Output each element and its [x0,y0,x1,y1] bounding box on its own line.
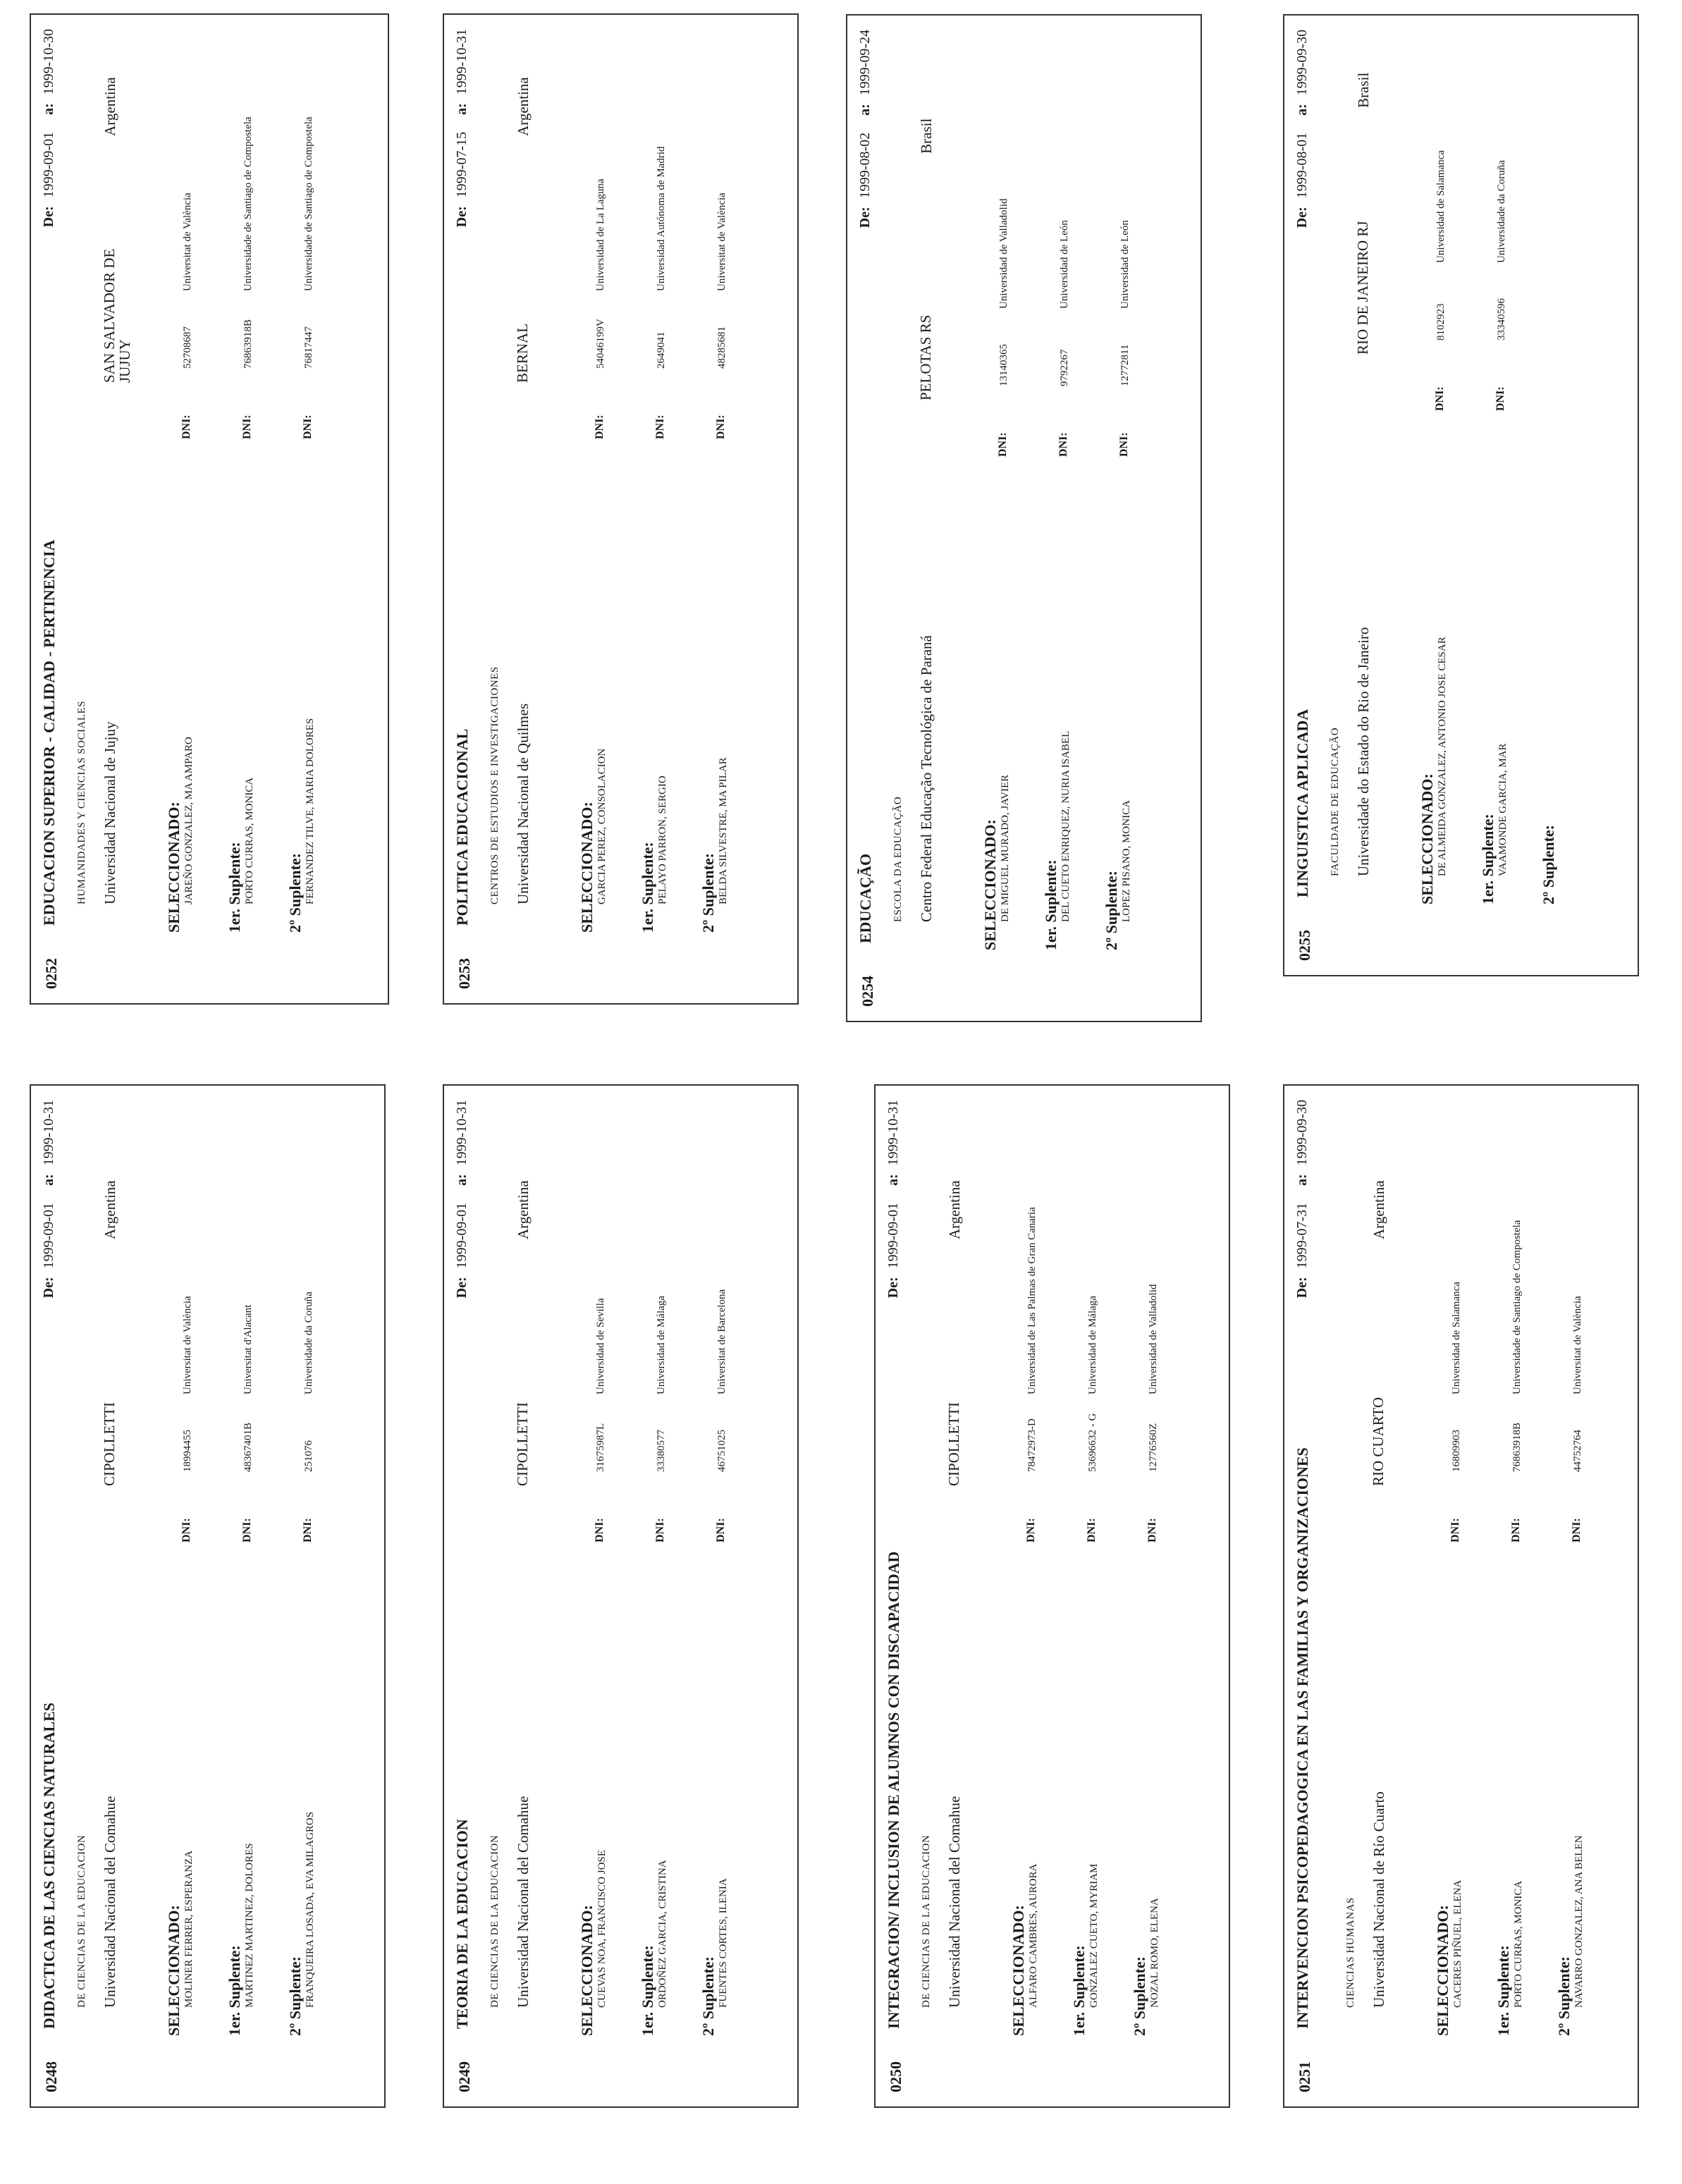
substitute1-name: PORTO CURRAS, MONICA [244,777,255,904]
section-label-substitute2: 2º Suplente: [1103,871,1120,950]
section-label-substitute2: 2º Suplente: [699,853,717,933]
city: SAN SALVADOR DE JUJUY [101,248,133,383]
date-range [454,1100,470,1315]
date-from-label: De: [454,1277,469,1299]
country: Argentina [1370,1180,1387,1239]
substitute2-dni: 48285681 [716,326,728,369]
country: Argentina [102,1180,118,1239]
substitute1-dni: 9792267 [1059,349,1070,386]
card-code: 0249 [455,2061,473,2092]
substitute1-university: Universidade de Santiago de Compostela [243,116,254,291]
date-from: 1999-07-31 [1294,1203,1310,1269]
substitute2-dni-label: DNI: [302,1518,314,1542]
section-label-substitute1: 1er. Suplente: [1494,1945,1512,2036]
selected-dni-label: DNI: [594,1518,606,1542]
substitute2-dni: 46751025 [716,1430,728,1472]
selected-dni: 52708687 [182,326,193,369]
substitute2-name: FRANQUEIRA LOSADA, EVA MILAGROS [305,1811,316,2008]
section-label-substitute2: 2º Suplente: [1555,1956,1573,2036]
substitute2-name: FERNANDEZ TILVE, MARIA DOLORES [305,718,316,904]
card-code: 0255 [1296,930,1313,961]
selected-dni-label: DNI: [180,1518,192,1542]
date-to-label: a: [454,103,469,115]
section-label-substitute2: 2º Suplente: [1540,825,1557,904]
substitute1-dni-label: DNI: [654,1518,666,1542]
substitute1-dni: 53696632 - G [1087,1413,1098,1472]
substitute1-university: Universidad de Málaga [1087,1296,1098,1394]
section-label-substitute1: 1er. Suplente: [639,842,656,933]
substitute1-name: PORTO CURRAS, MONICA [1513,1880,1524,2008]
selected-dni: 8102923 [1435,303,1447,341]
substitute2-dni-label: DNI: [715,1518,727,1542]
date-range [41,1100,57,1315]
substitute1-university: Universidade da Coruña [1496,160,1507,263]
section-label-substitute1: 1er. Suplente: [639,1945,656,2036]
date-to-label: a: [857,104,873,116]
date-from-label: De: [857,207,873,228]
date-from: 1999-08-02 [857,133,873,199]
date-to-label: a: [1294,104,1310,116]
country: Brasil [918,118,935,154]
selected-name: DE MIGUEL MURADO, JAVIER [1000,774,1011,922]
card-code: 0248 [42,2061,60,2092]
card-title: TEORIA DE LA EDUCACION [453,1819,471,2029]
date-range [1294,1100,1310,1315]
country: Argentina [946,1180,963,1239]
date-from: 1999-09-01 [41,132,56,198]
substitute2-university: Universidade de Santiago de Compostela [303,116,314,291]
substitute2-name: FUENTES CORTES, ILENIA [718,1878,729,2008]
country: Argentina [102,77,118,136]
selected-name: DE ALMEIDA GONZALEZ, ANTONIO JOSE CESAR [1437,637,1448,876]
section-label-substitute1: 1er. Suplente: [1070,1945,1088,2036]
date-to-label: a: [1294,1174,1310,1186]
department: HUMANIDADES Y CIENCIAS SOCIALES [76,701,87,904]
card-title: INTEGRACION/ INCLUSION DE ALUMNOS CON DISCAPACIDAD [885,1551,902,2029]
section-label-substitute1: 1er. Suplente: [226,842,243,933]
substitute2-dni: 12776560Z [1148,1423,1159,1472]
date-from-label: De: [885,1277,901,1299]
substitute1-university: Universitat d'Alacant [243,1304,254,1394]
department: CIENCIAS HUMANAS [1345,1897,1356,2008]
city: CIPOLLETTI [514,1402,531,1486]
substitute1-dni-label: DNI: [241,415,253,439]
scholarship-card-0251 [1283,1084,1639,2108]
selected-name: ALFARO CAMBRES, AURORA [1028,1863,1039,2008]
selected-name: CACERES PIÑUEL, ELENA [1452,1879,1463,2008]
department: CENTROS DE ESTUDIOS E INVESTIGACIONES [489,666,501,904]
date-to-label: a: [885,1174,901,1186]
section-label-selected: SELECCIONADO: [165,802,183,933]
selected-university: Universidad de La Laguna [595,178,606,291]
country: Argentina [515,77,532,136]
host-university: Universidade do Estado do Rio de Janeiro [1355,627,1372,876]
substitute1-dni-label: DNI: [654,415,666,439]
scholarship-card-0249 [443,1084,799,2108]
substitute1-dni: 2649041 [656,331,667,369]
host-university: Universidad Nacional del Comahue [102,1796,118,2008]
date-to-label: a: [41,1174,56,1186]
substitute2-dni-label: DNI: [302,415,314,439]
selected-dni: 16809903 [1451,1430,1462,1472]
selected-dni-label: DNI: [594,415,606,439]
date-range [41,29,57,244]
section-label-substitute1: 1er. Suplente: [226,1945,243,2036]
card-title: EDUCAÇÃO [857,853,874,943]
selected-dni: 18994455 [182,1430,193,1472]
scholarship-card-0250 [874,1084,1230,2108]
host-university: Centro Federal Educação Tecnológica de Paraná [918,635,935,922]
selected-university: Universidad de Las Palmas de Gran Canaria [1026,1207,1038,1394]
date-from: 1999-09-01 [885,1203,901,1269]
substitute2-name: NAVARRO GONZALEZ, ANA BELEN [1573,1835,1585,2008]
substitute2-university: Universidad de León [1119,220,1131,309]
substitute1-dni-label: DNI: [1086,1518,1098,1542]
substitute1-university: Universidad Autónoma de Madrid [656,146,667,291]
section-label-selected: SELECCIONADO: [981,819,999,950]
date-to: 1999-10-31 [454,1100,469,1166]
substitute1-name: GONZALEZ CUETO, MYRIAM [1088,1863,1100,2008]
selected-dni-label: DNI: [1025,1518,1037,1542]
date-to-label: a: [454,1174,469,1186]
selected-university: Universidad de Valladolid [998,198,1009,309]
date-from-label: De: [454,206,469,228]
section-label-selected: SELECCIONADO: [165,1905,183,2036]
department: DE CIENCIAS DE LA EDUCACION [76,1834,87,2008]
section-label-selected: SELECCIONADO: [1434,1905,1451,2036]
selected-university: Universidad de Salamanca [1451,1282,1462,1394]
card-code: 0254 [859,976,876,1007]
section-label-selected: SELECCIONADO: [1418,773,1436,904]
substitute1-dni: 48367401B [243,1422,254,1472]
department: DE CIENCIAS DE LA EDUCACION [489,1834,501,2008]
city: CIPOLLETTI [945,1402,962,1486]
section-label-substitute2: 2º Suplente: [286,1956,304,2036]
substitute1-name: VAAMONDE GARCIA, MAR [1497,743,1509,876]
scholarship-card-0254 [846,14,1202,1022]
selected-university: Universidad de Salamanca [1435,150,1447,263]
card-code: 0253 [455,958,473,989]
substitute1-name: DEL CUETO ENRIQUEZ, NURIA ISABEL [1060,730,1072,922]
selected-dni: 13140365 [998,344,1009,386]
selected-name: GARCIA PEREZ, CONSOLACION [596,748,608,904]
section-label-substitute2: 2º Suplente: [286,853,304,933]
selected-university: Universitat de València [182,1296,193,1394]
substitute1-name: ORDOÑEZ GARCIA, CRISTINA [657,1860,668,2008]
date-range [1294,30,1310,245]
date-to: 1999-10-30 [41,29,56,95]
card-code: 0251 [1296,2061,1313,2092]
substitute2-dni-label: DNI: [1118,432,1130,457]
section-label-substitute2: 2º Suplente: [1131,1956,1148,2036]
section-label-selected: SELECCIONADO: [578,1905,596,2036]
selected-dni-label: DNI: [1449,1518,1461,1542]
selected-dni-label: DNI: [180,415,192,439]
host-university: Universidad Nacional de Quilmes [515,703,532,904]
city: RIO DE JANEIRO RJ [1354,221,1371,355]
card-title: POLITICA EDUCACIONAL [453,728,471,926]
selected-name: CUEVAS NOA, FRANCISCO JOSE [596,1850,608,2008]
department: ESCOLA DA EDUCAÇÃO [892,796,904,922]
selected-university: Universitat de València [182,192,193,291]
substitute2-dni: 12772811 [1119,344,1131,386]
date-range [454,29,470,244]
substitute1-dni: 76863918B [1511,1422,1523,1472]
selected-dni: 54046199V [595,319,606,369]
scholarship-card-0253 [443,13,799,1005]
substitute1-dni: 76863918B [243,319,254,369]
section-label-substitute1: 1er. Suplente: [1479,814,1497,904]
date-to-label: a: [41,103,56,115]
substitute2-university: Universidade da Coruña [303,1292,314,1394]
substitute2-university: Universitat de València [1572,1296,1583,1394]
substitute2-dni: 251076 [303,1440,314,1472]
card-title: INTERVENCION PSICOPEDAGOGICA EN LAS FAMILIAS Y ORGANIZACIONES [1294,1447,1311,2029]
date-to: 1999-09-30 [1294,30,1310,96]
date-from: 1999-09-01 [454,1203,469,1269]
selected-dni: 78472973-D [1026,1418,1038,1472]
card-title: LINGUISTICA APLICADA [1294,708,1311,897]
scholarship-card-0248 [30,1084,386,2108]
country: Argentina [515,1180,532,1239]
date-to: 1999-09-30 [1294,1100,1310,1166]
city: BERNAL [514,324,531,383]
selected-dni-label: DNI: [1434,386,1446,411]
host-university: Universidad Nacional del Comahue [515,1796,532,2008]
substitute2-dni: 44752764 [1572,1430,1583,1472]
selected-university: Universidad de Sevilla [595,1298,606,1394]
date-from: 1999-09-01 [41,1203,56,1269]
substitute1-dni-label: DNI: [1494,386,1506,411]
date-from-label: De: [41,206,56,228]
section-label-selected: SELECCIONADO: [1009,1905,1027,2036]
date-to: 1999-10-31 [41,1100,56,1166]
substitute2-name: BELDA SILVESTRE, MA PILAR [718,757,729,904]
date-from: 1999-08-01 [1294,133,1310,199]
date-from: 1999-07-15 [454,132,469,198]
host-university: Universidad Nacional de Río Cuarto [1370,1791,1387,2008]
scholarship-card-0255 [1283,14,1639,976]
substitute2-dni-label: DNI: [715,415,727,439]
date-to: 1999-10-31 [885,1100,901,1166]
substitute1-university: Universidad de Málaga [656,1296,667,1394]
substitute1-dni: 33340596 [1496,298,1507,341]
substitute1-university: Universidad de León [1059,220,1070,309]
city: RIO CUARTO [1370,1397,1387,1486]
section-label-substitute1: 1er. Suplente: [1042,859,1060,950]
country: Brasil [1355,72,1372,108]
substitute1-dni-label: DNI: [1057,432,1069,457]
substitute2-name: LOPEZ PISANO, MONICA [1121,800,1132,922]
department: FACULDADE DE EDUCAÇÃO [1330,727,1341,876]
host-university: Universidad Nacional del Comahue [946,1796,963,2008]
selected-name: MOLINER FERRER, ESPERANZA [183,1851,195,2008]
card-code: 0252 [42,958,60,989]
substitute1-dni: 33380577 [656,1430,667,1472]
substitute1-dni-label: DNI: [1510,1518,1522,1542]
substitute2-university: Universidad de Valladolid [1148,1284,1159,1394]
substitute2-university: Universitat de València [716,192,728,291]
selected-name: JAREÑO GONZALEZ, MA AMPARO [183,737,195,904]
substitute2-name: NOZAL ROMO, ELENA [1149,1898,1160,2008]
substitute1-dni-label: DNI: [241,1518,253,1542]
section-label-selected: SELECCIONADO: [578,802,596,933]
substitute2-dni-label: DNI: [1571,1518,1583,1542]
substitute1-name: PELAYO PARRON, SERGIO [657,775,668,904]
city: CIPOLLETTI [101,1402,118,1486]
host-university: Universidad Nacional de Jujuy [102,721,118,904]
substitute2-university: Universitat de Barcelona [716,1289,728,1394]
selected-dni: 31675987L [595,1423,606,1472]
substitute2-dni: 76817447 [303,326,314,369]
substitute1-university: Universidade de Santiago de Compostela [1511,1220,1523,1394]
date-range [857,30,873,245]
card-code: 0250 [887,2061,904,2092]
section-label-substitute2: 2º Suplente: [699,1956,717,2036]
substitute1-name: MARTINEZ MARTINEZ, DOLORES [244,1843,255,2008]
substitute2-dni-label: DNI: [1146,1518,1158,1542]
date-range [885,1100,902,1315]
date-to: 1999-09-24 [857,30,873,96]
card-title: DIDACTICA DE LAS CIENCIAS NATURALES [40,1703,58,2029]
date-from-label: De: [41,1277,56,1299]
date-to: 1999-10-31 [454,29,469,95]
card-title: EDUCACION SUPERIOR - CALIDAD - PERTINENCIA [40,539,58,926]
date-from-label: De: [1294,207,1310,228]
date-from-label: De: [1294,1277,1310,1299]
scholarship-card-0252 [30,13,389,1005]
department: DE CIENCIAS DE LA EDUCACION [921,1834,932,2008]
city: PELOTAS RS [917,314,934,400]
selected-dni-label: DNI: [997,432,1009,457]
